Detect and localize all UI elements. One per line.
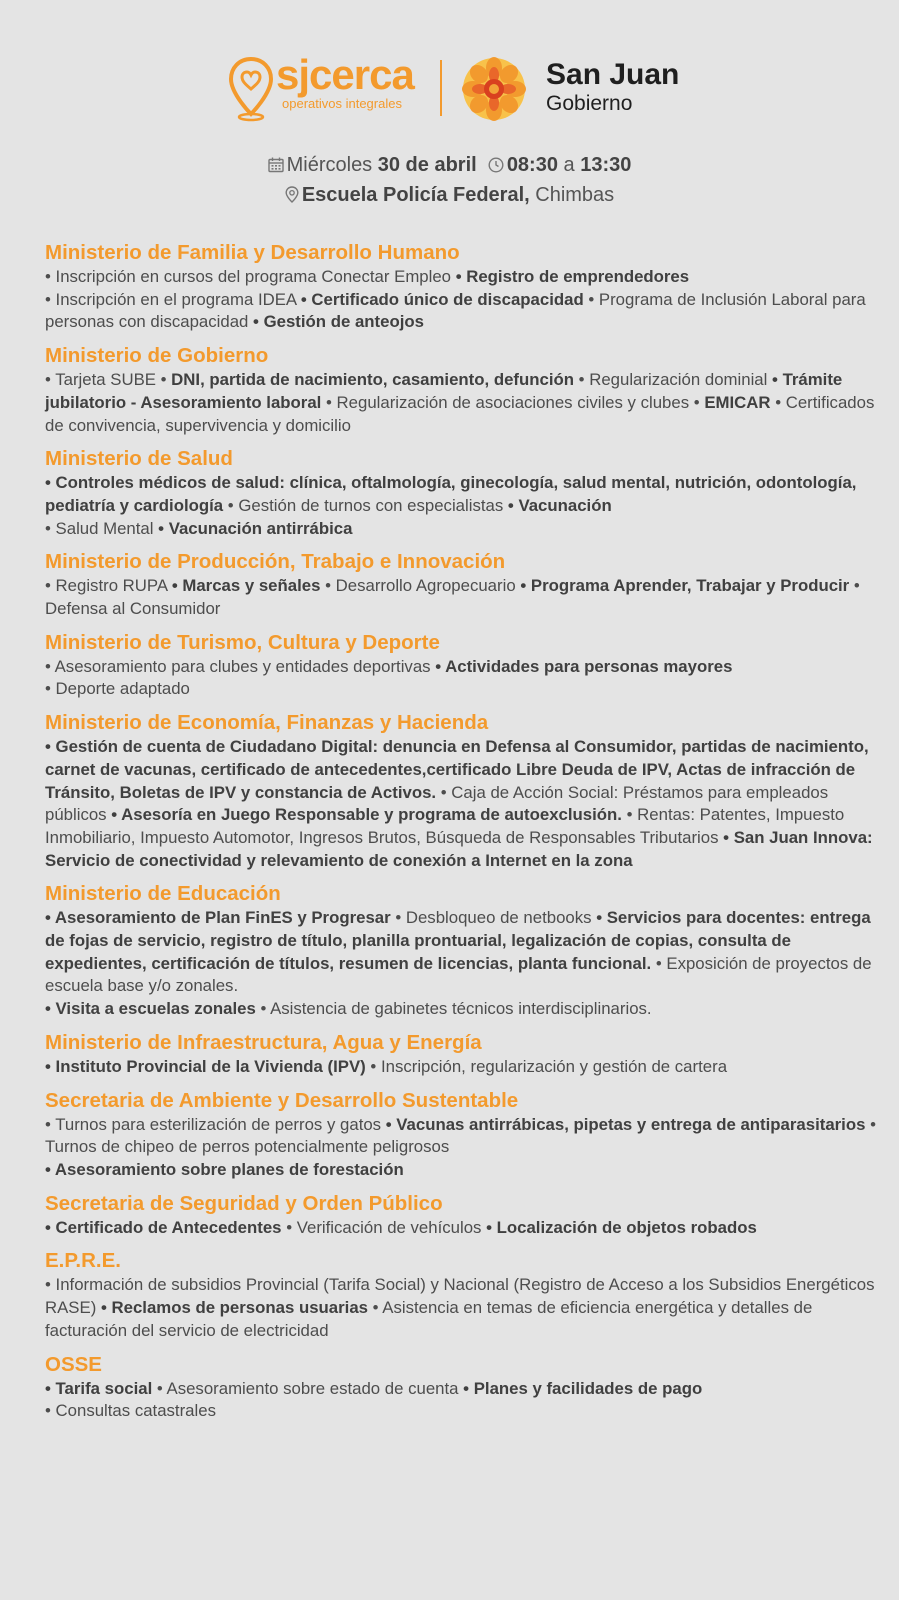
service-item: • Inscripción en cursos del programa Conectar Empleo xyxy=(45,267,456,286)
ministry-title: Ministerio de Producción, Trabajo e Innovación xyxy=(45,550,506,574)
service-item: • Regularización de asociaciones civiles y clubes • xyxy=(321,392,705,412)
ministry-title: Ministerio de Gobierno xyxy=(45,344,269,368)
ministry-section xyxy=(45,549,877,620)
service-item: • Exposición de proyectos de escuela base y/o zonales. xyxy=(45,953,872,996)
ministry-title: Ministerio de Educación xyxy=(45,882,281,906)
event-time-separator: a xyxy=(563,154,575,176)
service-item-bold: • Instituto Provincial de la Vivienda (IPV) xyxy=(45,1056,366,1076)
ministry-section xyxy=(45,1030,877,1079)
ministry-title: Secretaria de Seguridad y Orden Público xyxy=(45,1191,443,1215)
service-item-bold: • San Juan Innova: Servicio de conectividad y relevamiento de conexión a Internet en la zona xyxy=(45,827,873,870)
ministry-title: Ministerio de Salud xyxy=(45,447,233,471)
service-item: • Tarjeta SUBE • xyxy=(45,370,172,390)
ministry-title: Ministerio de Turismo, Cultura y Deporte xyxy=(45,630,440,654)
service-item: • Asistencia en temas de eficiencia energética y detalles de facturación del servicio de electricidad xyxy=(45,1298,813,1340)
services-list xyxy=(45,240,877,1432)
event-locality: Chimbas xyxy=(535,184,615,206)
service-item: • Certificados de convivencia, supervivencia y domicilio xyxy=(45,392,875,435)
calendar-icon xyxy=(268,157,284,173)
service-item: • Registro RUPA xyxy=(45,576,172,596)
ministry-section xyxy=(45,1248,877,1342)
event-date: 30 de abril xyxy=(377,154,477,176)
clock-icon xyxy=(488,157,504,173)
service-item-bold: • Trámite jubilatorio - Asesoramiento laboral xyxy=(45,370,843,412)
ministry-services xyxy=(45,472,877,540)
ministry-services xyxy=(45,1274,877,1342)
ministry-services xyxy=(45,1217,877,1240)
location-pin-heart-icon xyxy=(228,56,274,122)
ministry-section xyxy=(45,1088,877,1182)
service-item: • Defensa al Consumidor xyxy=(45,576,860,619)
location-line xyxy=(0,182,899,208)
service-item-bold: • Planes y facilidades de pago xyxy=(463,1378,703,1398)
ministry-title: Secretaria de Ambiente y Desarrollo Sustentable xyxy=(45,1088,519,1112)
service-item: • Inscripción en el programa IDEA xyxy=(45,289,301,309)
service-item-bold: • Reclamos de personas usuarias xyxy=(100,1298,368,1318)
ministry-section xyxy=(45,881,877,1021)
ministry-services xyxy=(45,907,877,1021)
service-item: • Rentas: Patentes, Impuesto Inmobiliario, Impuesto Automotor, Ingresos Brutos, Búsqueda de Responsables Tributarios xyxy=(45,805,845,847)
service-item-bold: • Vacunas antirrábicas, pipetas y entrega de antiparasitarios xyxy=(385,1114,866,1134)
ministry-section xyxy=(45,240,877,334)
san-juan-flower-logo-icon xyxy=(461,56,527,122)
service-item-bold: • Registro de emprendedores xyxy=(455,267,690,286)
service-item: • Asesoramiento sobre estado de cuenta xyxy=(152,1378,464,1398)
event-time-start: 08:30 xyxy=(506,154,558,176)
sjcerca-logo-text: sjcerca xyxy=(276,51,414,98)
ministry-services xyxy=(45,266,877,334)
service-item-bold: • Certificado único de discapacidad xyxy=(300,289,584,309)
ministry-title: OSSE xyxy=(45,1352,102,1376)
ministry-services xyxy=(45,575,877,620)
service-item-bold: • Asesoramiento sobre planes de forestación xyxy=(45,1159,404,1179)
service-item: • Consultas catastrales xyxy=(45,1401,216,1421)
service-item-bold: • Localización de objetos robados xyxy=(486,1217,757,1237)
service-item: • Turnos para esterilización de perros y gatos xyxy=(45,1114,386,1134)
service-item-bold: • Vacunación antirrábica xyxy=(158,518,353,538)
service-item: • Turnos de chipeo de perros potencialmente peligrosos xyxy=(45,1114,876,1157)
ministry-section xyxy=(45,1191,877,1240)
ministry-services xyxy=(45,736,877,872)
ministry-services xyxy=(45,369,877,437)
ministry-section xyxy=(45,343,877,437)
service-item: • Verificación de vehículos xyxy=(281,1217,487,1237)
ministry-services xyxy=(45,1114,877,1182)
service-item: • Deporte adaptado xyxy=(45,679,190,699)
ministry-title: Ministerio de Infraestructura, Agua y Energía xyxy=(45,1030,482,1054)
gov-logo-title: San Juan xyxy=(546,58,680,91)
service-item: • Caja de Acción Social: Préstamos para empleados públicos xyxy=(45,782,829,825)
service-item: • Regularización dominial xyxy=(574,370,773,390)
header xyxy=(0,52,899,122)
service-item: • Desbloqueo de netbooks xyxy=(390,908,597,928)
event-venue: Escuela Policía Federal, xyxy=(301,184,530,206)
ministry-section xyxy=(45,630,877,701)
service-item: • Asesoramiento para clubes y entidades deportivas xyxy=(45,656,436,676)
ministry-section xyxy=(45,446,877,540)
location-pin-icon xyxy=(285,186,299,203)
service-item-bold: • Tarifa social xyxy=(45,1378,153,1398)
service-item-bold: • Asesoría en Juego Responsable y programa de autoexclusión. xyxy=(111,805,622,825)
ministry-title: Ministerio de Familia y Desarrollo Humano xyxy=(45,241,460,264)
service-item-bold: • Controles médicos de salud: clínica, oftalmología, ginecología, salud mental, nutrición, odontología, pediatría y cardiología xyxy=(45,473,857,515)
service-item: • Salud Mental xyxy=(45,518,159,538)
service-item-bold: • Asesoramiento de Plan FinES y Progresar xyxy=(45,908,391,928)
service-item-bold: • Programa Aprender, Trabajar y Producir xyxy=(520,576,850,596)
service-item-bold: DNI, partida de nacimiento, casamiento, defunción xyxy=(171,370,574,390)
service-item-bold: • Actividades para personas mayores xyxy=(435,656,733,676)
service-item: • Programa de Inclusión Laboral para personas con discapacidad xyxy=(45,289,866,332)
service-item-bold: EMICAR xyxy=(704,392,771,412)
ministry-services xyxy=(45,1056,877,1079)
service-item-bold: • Certificado de Antecedentes xyxy=(45,1217,282,1237)
service-item-bold: • Gestión de cuenta de Ciudadano Digital: denuncia en Defensa al Consumidor, partidas de nacimiento, carnet de vacunas, certificado de antecedentes,certificado Libre Deuda de IPV, Actas de infracción de Tránsito, Boletas de IPV y constancia de Activos. xyxy=(45,737,869,802)
event-time-end: 13:30 xyxy=(580,154,632,176)
service-item-bold: • Gestión de anteojos xyxy=(253,312,424,332)
service-item-bold: • Visita a escuelas zonales xyxy=(45,999,256,1019)
service-item: • Inscripción, regularización y gestión de cartera xyxy=(365,1056,728,1076)
service-item: • Información de subsidios Provincial (Tarifa Social) y Nacional (Registro de Acceso a los Subsidios Energéticos RASE) xyxy=(45,1275,875,1318)
service-item-bold: • Marcas y señales xyxy=(171,576,321,596)
service-item: • Gestión de turnos con especialistas xyxy=(223,495,508,515)
ministry-services xyxy=(45,1378,877,1423)
service-item-bold: • Vacunación xyxy=(507,495,612,515)
ministry-title: Ministerio de Economía, Finanzas y Hacienda xyxy=(45,711,489,735)
date-time-line xyxy=(0,152,899,178)
ministry-section xyxy=(45,710,877,872)
gov-logo-subtitle: Gobierno xyxy=(546,92,633,115)
logo-divider xyxy=(440,60,442,116)
service-item: • Asistencia de gabinetes técnicos interdisciplinarios. xyxy=(255,999,652,1019)
ministry-services xyxy=(45,656,877,701)
service-item-bold: • Servicios para docentes: entrega de fojas de servicio, registro de título, planilla prontuarial, legalización de copias, consulta de expedientes, certificación de títulos, resumen de licencias, planta funcional. xyxy=(45,908,871,973)
sjcerca-tagline: operativos integrales xyxy=(282,96,402,111)
event-day: Miércoles xyxy=(286,154,373,176)
service-item: • Desarrollo Agropecuario xyxy=(320,576,521,596)
ministry-section xyxy=(45,1352,877,1423)
ministry-title: E.P.R.E. xyxy=(45,1249,121,1273)
